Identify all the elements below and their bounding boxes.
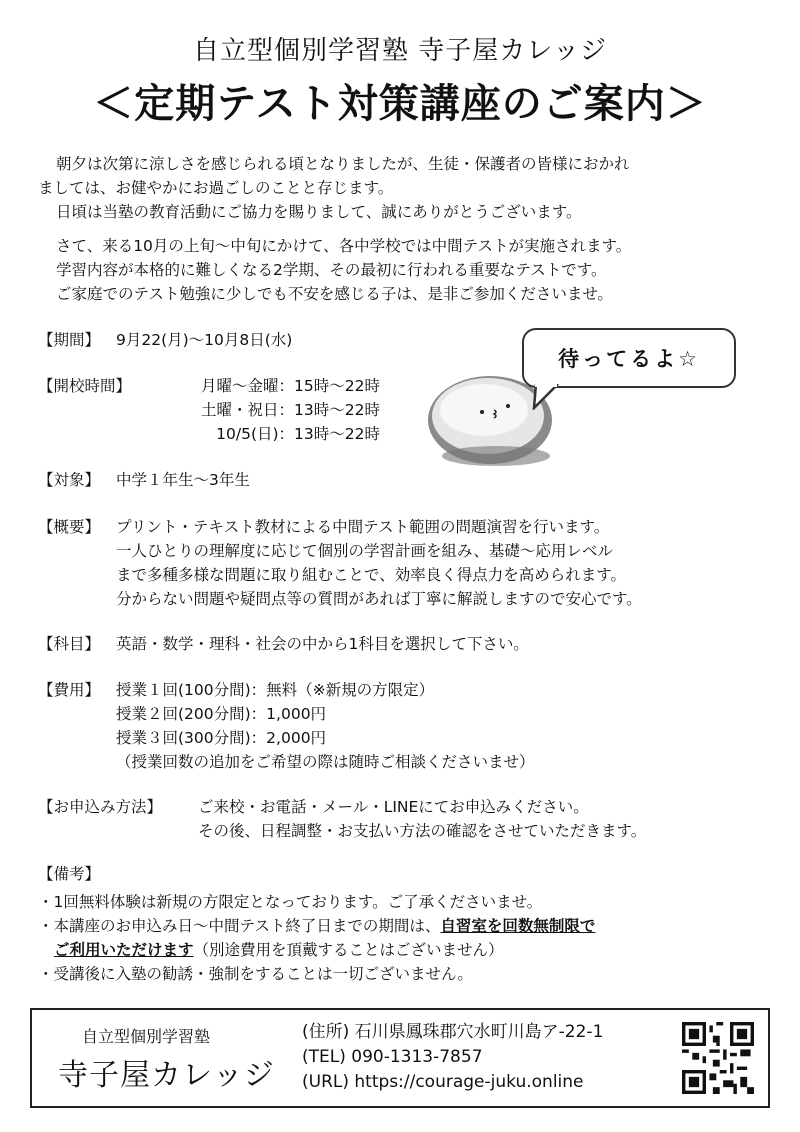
apply-line: その後、日程調整・お支払い方法の確認をさせていただきます。 — [198, 822, 647, 840]
intro-line: 朝夕は次第に涼しさを感じられる頃となりましたが、生徒・保護者の皆様におかれ — [56, 155, 630, 173]
overview-label: 【概要】 — [38, 518, 101, 536]
page-title: ＜定期テスト対策講座のご案内＞ — [93, 81, 707, 127]
overview-lines — [116, 515, 642, 611]
fee-line: 授業１回(100分間)：無料（※新規の方限定） — [116, 681, 435, 699]
hours-line: 土曜・祝日：13時～22時 — [201, 401, 380, 419]
hours-line: 10/5(日)：13時～22時 — [216, 425, 380, 443]
footer-subtitle: 自立型個別学習塾 — [82, 1027, 211, 1046]
overview-line: 分からない問題や疑問点等の質問があれば丁寧に解説しますので安心です。 — [116, 590, 642, 608]
footer-contact — [302, 1020, 603, 1095]
target-value: 中学１年生～3年生 — [116, 471, 250, 489]
note-text: （別途費用を頂戴することはございません） — [193, 941, 504, 959]
note-text: ・本講座のお申込み日～中間テスト終了日までの期間は、 — [38, 917, 441, 935]
footer-box — [30, 1008, 770, 1108]
footer-address: (住所) 石川県鳳珠郡穴水町川島ア-22-1 — [302, 1022, 604, 1042]
intro-line: 日頃は当塾の教育活動にご協力を賜りまして、誠にありがとうございます。 — [56, 203, 582, 221]
intro-line: さて、来る10月の上旬～中旬にかけて、各中学校では中間テストが実施されます。 — [56, 237, 632, 255]
overview-line: 一人ひとりの理解度に応じて個別の学習計画を組み、基礎～応用レベル — [116, 542, 613, 560]
fee-line: 授業３回(300分間)：2,000円 — [116, 729, 327, 747]
intro-line: ご家庭でのテスト勉強に少しでも不安を感じる子は、是非ご参加くださいませ。 — [56, 285, 613, 303]
subjects-value: 英語・数学・理科・社会の中から1科目を選択して下さい。 — [116, 635, 529, 653]
intro-paragraph-2 — [38, 234, 778, 306]
intro-paragraph — [38, 152, 778, 224]
note-item: ・受講後に入塾の勧誘・強制をすることは一切ございません。 — [38, 965, 473, 983]
notes-label: 【備考】 — [38, 865, 101, 883]
note-item-cont — [38, 938, 595, 962]
notes-section — [38, 862, 595, 986]
fee-line: （授業回数の追加をご希望の際は随時ご相談くださいませ） — [116, 753, 535, 771]
footer-school-name: 寺子屋カレッジ — [58, 1058, 275, 1093]
overview-line: まで多種多様な問題に取り組むことで、効率良く得点力を高められます。 — [116, 566, 626, 584]
qr-code-icon[interactable] — [682, 1022, 754, 1094]
speech-bubble: 待ってるよ☆ — [522, 328, 736, 388]
hours-label: 【開校時間】 — [38, 377, 132, 395]
target-label: 【対象】 — [38, 471, 101, 489]
footer-tel: (TEL) 090-1313-7857 — [302, 1047, 483, 1067]
apply-lines — [198, 795, 646, 843]
apply-line: ご来校・お電話・メール・LINEにてお申込みください。 — [198, 798, 589, 816]
intro-line: 学習内容が本格的に難しくなる2学期、その最初に行われる重要なテストです。 — [56, 261, 607, 279]
period-label: 【期間】 — [38, 331, 101, 349]
intro-line: ましては、お健やかにお過ごしのことと存じます。 — [38, 179, 394, 197]
footer-url[interactable]: (URL) https://courage-juku.online — [302, 1072, 584, 1092]
fees-lines — [116, 678, 535, 774]
bubble-tail — [532, 384, 562, 410]
note-emphasis: 自習室を回数無制限で — [440, 917, 596, 935]
apply-label: 【お申込み方法】 — [38, 798, 163, 816]
note-item — [38, 914, 595, 938]
fee-line: 授業２回(200分間)：1,000円 — [116, 705, 327, 723]
period-value: 9月22(月)～10月8日(水) — [116, 331, 293, 349]
hours-lines — [158, 374, 380, 446]
subjects-label: 【科目】 — [38, 635, 101, 653]
note-item: ・1回無料体験は新規の方限定となっております。ご了承くださいませ。 — [38, 893, 543, 911]
note-emphasis: ご利用いただけます — [54, 941, 194, 959]
school-subtitle: 自立型個別学習塾 寺子屋カレッジ — [192, 36, 607, 66]
overview-line: プリント・テキスト教材による中間テスト範囲の問題演習を行います。 — [116, 518, 610, 536]
fees-label: 【費用】 — [38, 681, 101, 699]
hours-line: 月曜～金曜：15時～22時 — [201, 377, 380, 395]
